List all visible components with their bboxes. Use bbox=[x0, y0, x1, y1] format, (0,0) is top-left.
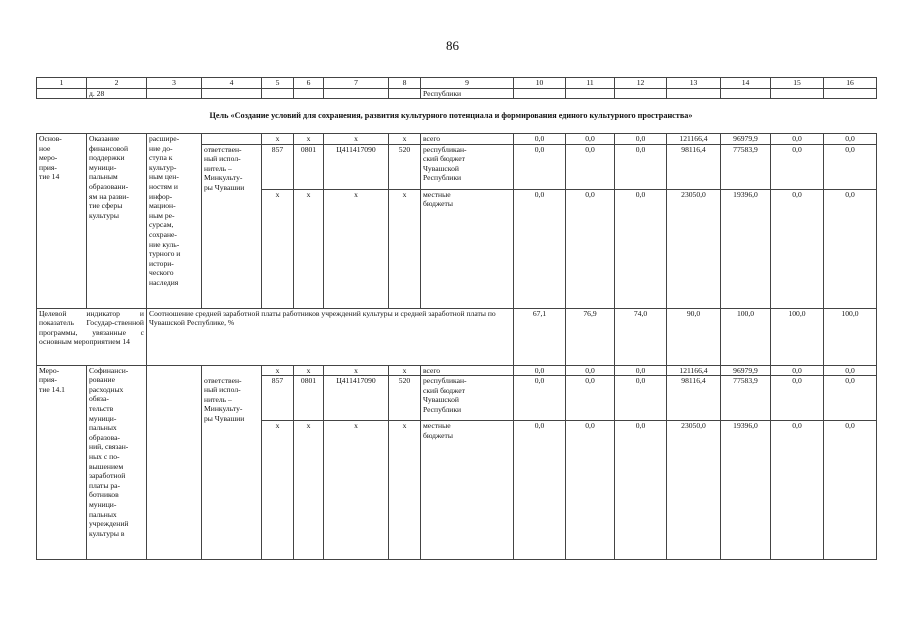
event-status: Основ- ное меро- прия- тие 14 bbox=[37, 134, 87, 309]
value-cell: 0,0 bbox=[615, 144, 667, 189]
value-cell: 0,0 bbox=[615, 365, 667, 376]
value-cell: 0,0 bbox=[824, 134, 877, 145]
code-csr: x bbox=[324, 421, 389, 560]
code-rzpr: x bbox=[294, 134, 324, 145]
value-cell: 0,0 bbox=[824, 376, 877, 421]
funding-source: местные бюджеты bbox=[421, 421, 514, 560]
event-name: Софинанси- рование расходных обяза- тельств муници- пальных образова- ний, связан- ных с по- вышением заработной платы ра- ботников муници- пальных учреждений культуры в bbox=[87, 365, 147, 560]
value-cell: 0,0 bbox=[514, 376, 566, 421]
funding-source: республикан- ский бюджет Чувашской Республики bbox=[421, 376, 514, 421]
goal-title: Цель «Создание условий для сохранения, развития культурного потенциала и формирования единого культурного пространства» bbox=[209, 111, 693, 120]
code-vr: x bbox=[389, 421, 421, 560]
value-cell: 0,0 bbox=[566, 134, 615, 145]
continuation-cell: Республики bbox=[421, 88, 514, 99]
event-name: Оказание финансовой поддержки муници- пальным образовани- ям на разви- тие сферы культуры bbox=[87, 134, 147, 309]
value-cell: 0,0 bbox=[566, 365, 615, 376]
value-cell: 121166,4 bbox=[667, 365, 721, 376]
code-vr: x bbox=[389, 134, 421, 145]
col-number: 8 bbox=[389, 78, 421, 89]
value-cell: 0,0 bbox=[771, 376, 824, 421]
main-table bbox=[36, 133, 877, 560]
section2-row-total bbox=[37, 365, 877, 376]
value-cell: 0,0 bbox=[514, 365, 566, 376]
code-csr: x bbox=[324, 134, 389, 145]
value-cell: 0,0 bbox=[514, 144, 566, 189]
value-cell: 0,0 bbox=[771, 144, 824, 189]
col-number: 6 bbox=[294, 78, 324, 89]
col-number: 5 bbox=[262, 78, 294, 89]
code-rzpr: x bbox=[294, 365, 324, 376]
indicator-value: 76,9 bbox=[566, 308, 615, 365]
code-rzpr: x bbox=[294, 421, 324, 560]
col-number: 3 bbox=[147, 78, 202, 89]
indicator-value: 100,0 bbox=[771, 308, 824, 365]
value-cell: 96979,9 bbox=[721, 134, 771, 145]
funding-source: местные бюджеты bbox=[421, 189, 514, 308]
value-cell: 0,0 bbox=[615, 376, 667, 421]
header-table bbox=[36, 77, 877, 99]
col-number: 2 bbox=[87, 78, 147, 89]
value-cell: 0,0 bbox=[771, 134, 824, 145]
value-cell: 0,0 bbox=[824, 189, 877, 308]
code-csr: x bbox=[324, 365, 389, 376]
value-cell: 19396,0 bbox=[721, 421, 771, 560]
value-cell: 0,0 bbox=[514, 421, 566, 560]
event-goal: расшире- ние до- ступа к культур- ным цен- ностям и инфор- мацион- ным ре- сурсам, сохране- ние куль- турного и истори- ческого наследия bbox=[147, 134, 202, 309]
value-cell: 0,0 bbox=[771, 421, 824, 560]
value-cell: 96979,9 bbox=[721, 365, 771, 376]
code-rzpr: 0801 bbox=[294, 376, 324, 421]
code-csr: Ц411417090 bbox=[324, 144, 389, 189]
col-number: 13 bbox=[667, 78, 721, 89]
value-cell: 23050,0 bbox=[667, 421, 721, 560]
value-cell: 0,0 bbox=[566, 421, 615, 560]
col-number: 12 bbox=[615, 78, 667, 89]
indicator-value: 74,0 bbox=[615, 308, 667, 365]
value-cell: 77583,9 bbox=[721, 144, 771, 189]
section1-row-total bbox=[37, 134, 877, 145]
funding-source: всего bbox=[421, 365, 514, 376]
value-cell: 0,0 bbox=[566, 189, 615, 308]
value-cell: 98116,4 bbox=[667, 376, 721, 421]
indicator-value: 100,0 bbox=[721, 308, 771, 365]
value-cell: 0,0 bbox=[514, 189, 566, 308]
indicator-value: 100,0 bbox=[824, 308, 877, 365]
code-csr: x bbox=[324, 189, 389, 308]
code-grbs: x bbox=[262, 189, 294, 308]
column-numbers-row bbox=[37, 78, 877, 89]
code-grbs: 857 bbox=[262, 144, 294, 189]
code-vr: 520 bbox=[389, 376, 421, 421]
value-cell: 0,0 bbox=[824, 365, 877, 376]
value-cell: 0,0 bbox=[514, 134, 566, 145]
value-cell: 0,0 bbox=[771, 189, 824, 308]
value-cell: 98116,4 bbox=[667, 144, 721, 189]
col-number: 15 bbox=[771, 78, 824, 89]
value-cell: 0,0 bbox=[615, 421, 667, 560]
event-status: Меро- прия- тие 14.1 bbox=[37, 365, 87, 560]
code-vr: 520 bbox=[389, 144, 421, 189]
continuation-cell: д. 28 bbox=[87, 88, 147, 99]
value-cell: 121166,4 bbox=[667, 134, 721, 145]
col-number: 16 bbox=[824, 78, 877, 89]
code-rzpr: x bbox=[294, 189, 324, 308]
col-number: 7 bbox=[324, 78, 389, 89]
code-grbs: x bbox=[262, 421, 294, 560]
col-number: 14 bbox=[721, 78, 771, 89]
code-vr: x bbox=[389, 365, 421, 376]
page-number: 86 bbox=[446, 38, 459, 53]
value-cell: 0,0 bbox=[615, 189, 667, 308]
code-grbs: x bbox=[262, 365, 294, 376]
executor: ответствен- ный испол- нитель – Минкульту- ры Чувашии bbox=[202, 144, 262, 308]
indicator-row bbox=[37, 308, 877, 365]
col-number: 11 bbox=[566, 78, 615, 89]
code-csr: Ц411417090 bbox=[324, 376, 389, 421]
col-number: 9 bbox=[421, 78, 514, 89]
value-cell: 0,0 bbox=[566, 144, 615, 189]
code-grbs: 857 bbox=[262, 376, 294, 421]
value-cell: 19396,0 bbox=[721, 189, 771, 308]
col-number: 4 bbox=[202, 78, 262, 89]
value-cell: 0,0 bbox=[615, 134, 667, 145]
value-cell: 23050,0 bbox=[667, 189, 721, 308]
col-number: 1 bbox=[37, 78, 87, 89]
col-number: 10 bbox=[514, 78, 566, 89]
indicator-value: 67,1 bbox=[514, 308, 566, 365]
event-goal bbox=[147, 365, 202, 560]
code-rzpr: 0801 bbox=[294, 144, 324, 189]
value-cell: 0,0 bbox=[824, 144, 877, 189]
code-vr: x bbox=[389, 189, 421, 308]
indicator-text: Соотношение средней заработной платы работников учреждений культуры и средней заработной платы по Чувашской Республике, % bbox=[147, 308, 514, 365]
value-cell: 0,0 bbox=[566, 376, 615, 421]
funding-source: всего bbox=[421, 134, 514, 145]
funding-source: республикан- ский бюджет Чувашской Республики bbox=[421, 144, 514, 189]
indicator-value: 90,0 bbox=[667, 308, 721, 365]
indicator-label: Целевой индикатор и показатель Государ-ственной программы, увязанные с основным мероприятием 14 bbox=[37, 308, 147, 365]
code-grbs: x bbox=[262, 134, 294, 145]
value-cell: 0,0 bbox=[824, 421, 877, 560]
executor: ответствен- ный испол- нитель – Минкульту- ры Чувашии bbox=[202, 376, 262, 560]
value-cell: 0,0 bbox=[771, 365, 824, 376]
value-cell: 77583,9 bbox=[721, 376, 771, 421]
continuation-row bbox=[37, 88, 877, 99]
